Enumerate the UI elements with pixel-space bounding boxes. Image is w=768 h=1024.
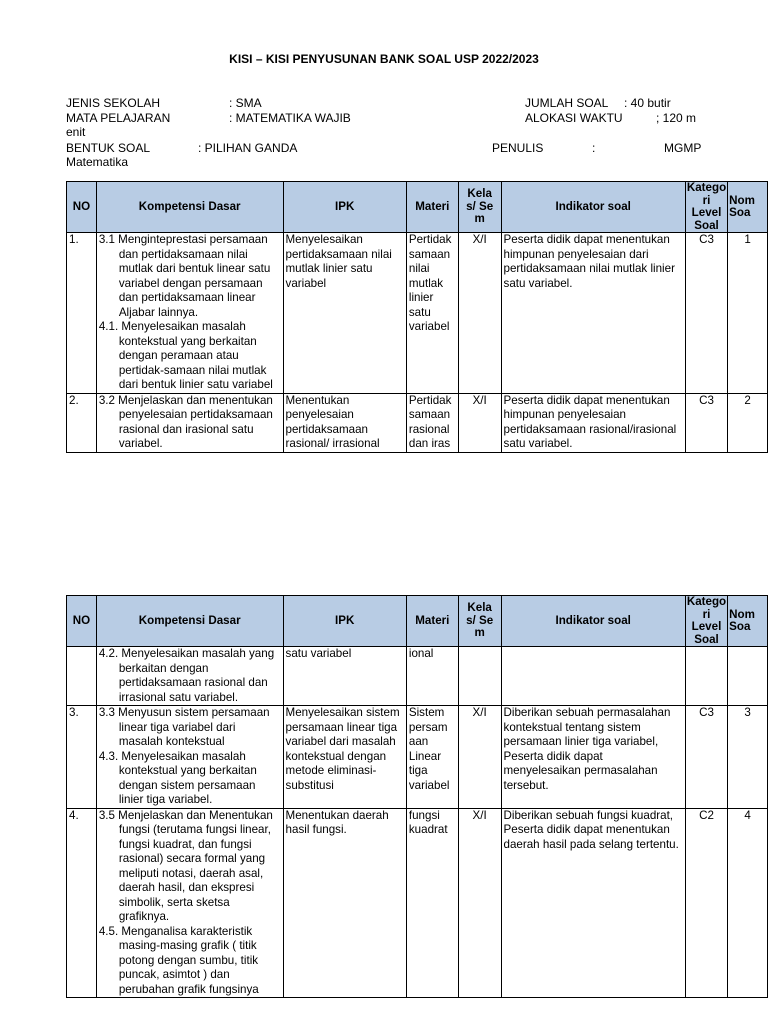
kompetensi-dasar-item: 4.3. Menyelesaikan masalah kontekstual yang berkaitan dengan sistem persamaan linier tiga variabel. bbox=[98, 749, 257, 806]
kompetensi-dasar-item: 4.1. Menyelesaikan masalah kontekstual yang berkaitan dengan peramaan atau pertidak-samaan nilai mutlak dari bentuk linier satu variabel bbox=[98, 320, 273, 391]
header-no: NO bbox=[67, 182, 97, 233]
kategori-cell: C3 bbox=[685, 706, 727, 809]
materi-cell: Pertidak samaan nilai mutlak linier satu variabel bbox=[406, 233, 458, 394]
kategori-cell bbox=[685, 647, 727, 706]
kelas-cell: X/I bbox=[458, 233, 501, 394]
ipk-cell: Menentukan penyelesaian pertidaksamaan rasional/ irrasional bbox=[283, 393, 406, 452]
kompetensi-dasar-item: 3.3 Menyusun sistem persamaan linear tiga variabel dari masalah kontekstual bbox=[98, 706, 270, 748]
kompetensi-dasar-item: 3.5 Menjelaskan dan Menentukan fungsi (terutama fungsi linear, fungsi kuadrat, dan fungsi rasional) secara formal yang meliputi notasi, daerah asal, daerah hasil, dan ekspresi simbolik, serta sketsa grafiknya. bbox=[98, 808, 273, 923]
indikator-cell: Diberikan sebuah fungsi kuadrat, Peserta didik dapat menentukan daerah hasil pada selang tertentu. bbox=[501, 808, 685, 998]
header-ipk: IPK bbox=[283, 182, 406, 233]
header-kompetensi-dasar: Kompetensi Dasar bbox=[96, 182, 283, 233]
ipk-cell: Menyelesaikan sistem persamaan linear tiga variabel dari masalah kontekstual dengan metode eliminasi-substitusi bbox=[283, 706, 406, 809]
materi-cell: ional bbox=[406, 647, 458, 706]
materi-cell: Sistem persam aan Linear tiga variabel bbox=[406, 706, 458, 809]
kompetensi-dasar-cell bbox=[96, 706, 283, 809]
jumlah-soal-label: JUMLAH SOAL bbox=[525, 96, 609, 110]
jenis-sekolah-label: JENIS SEKOLAH bbox=[66, 96, 161, 110]
header-kelas: Kela s/ Se m bbox=[458, 596, 501, 647]
materi-cell: fungsi kuadrat bbox=[406, 808, 458, 998]
header-kategori: Katego ri Level Soal bbox=[686, 181, 727, 232]
row-number: 1. bbox=[67, 233, 97, 394]
table-row bbox=[67, 706, 768, 809]
row-number bbox=[67, 647, 97, 706]
kompetensi-dasar-cell bbox=[96, 393, 283, 452]
header-no: NO bbox=[67, 596, 97, 647]
penulis-value: MGMP bbox=[664, 141, 702, 155]
header-indikator: Indikator soal bbox=[501, 182, 685, 233]
kompetensi-dasar-cell bbox=[96, 647, 283, 706]
header-materi: Materi bbox=[406, 596, 458, 647]
jenis-sekolah-value: : SMA bbox=[229, 96, 262, 110]
row-number: 2. bbox=[67, 393, 97, 452]
header-kompetensi-dasar: Kompetensi Dasar bbox=[96, 596, 283, 647]
row-number: 3. bbox=[67, 706, 97, 809]
kisi-table-2 bbox=[66, 595, 768, 998]
row-number: 4. bbox=[67, 808, 97, 998]
mata-pelajaran-wrap: enit bbox=[66, 125, 86, 139]
table-row bbox=[67, 647, 768, 706]
kelas-cell: X/I bbox=[458, 808, 501, 998]
bentuk-soal-wrap: Matematika bbox=[66, 155, 129, 169]
mata-pelajaran-value: : MATEMATIKA WAJIB bbox=[229, 111, 351, 125]
header-indikator: Indikator soal bbox=[501, 596, 685, 647]
ipk-cell: Menyelesaikan pertidaksamaan nilai mutlak linier satu variabel bbox=[283, 233, 406, 394]
alokasi-waktu-value: ; 120 m bbox=[656, 111, 697, 125]
header-nomor: Nom Soa bbox=[728, 596, 768, 647]
indikator-cell: Diberikan sebuah permasalahan kontekstual tentang sistem persamaan linier tiga variabel, Peserta didik dapat menyelesaikan permasalahan tersebut. bbox=[501, 706, 685, 809]
kelas-cell bbox=[458, 647, 501, 706]
kategori-cell: C3 bbox=[685, 233, 727, 394]
kompetensi-dasar-item: 3.1 Menginteprestasi persamaan dan pertidaksamaan nilai mutlak dari bentuk linear satu variabel dengan persamaan dan pertidaksamaan linear Aljabar lainnya. bbox=[98, 233, 271, 319]
header-kategori: Katego ri Level Soal bbox=[686, 595, 727, 646]
table-row bbox=[67, 233, 768, 394]
ipk-cell: Menentukan daerah hasil fungsi. bbox=[283, 808, 406, 998]
table-row bbox=[67, 393, 768, 452]
alokasi-waktu-label: ALOKASI WAKTU bbox=[525, 111, 623, 125]
bentuk-soal-label: BENTUK SOAL bbox=[66, 141, 151, 155]
mata-pelajaran-label: MATA PELAJARAN bbox=[66, 111, 171, 125]
header-nomor: Nom Soa bbox=[728, 182, 768, 233]
nomor-soal-cell: 4 bbox=[728, 808, 768, 998]
penulis-colon: : bbox=[592, 141, 596, 155]
kompetensi-dasar-item: 4.5. Menganalisa karakteristik masing-masing grafik ( titik potong dengan sumbu, titik puncak, asimtot ) dan perubahan grafik fungsinya bbox=[98, 924, 259, 996]
table-row bbox=[67, 808, 768, 998]
indikator-cell: Peserta didik dapat menentukan himpunan penyelesaian dari pertidaksamaan nilai mutlak linier satu variabel. bbox=[501, 233, 685, 394]
penulis-label: PENULIS bbox=[492, 141, 544, 155]
nomor-soal-cell: 3 bbox=[728, 706, 768, 809]
kelas-cell: X/I bbox=[458, 393, 501, 452]
kisi-table-1 bbox=[66, 181, 768, 453]
kompetensi-dasar-item: 3.2 Menjelaskan dan menentukan penyelesaian pertidaksamaan rasional dan irasional satu variabel. bbox=[98, 393, 273, 450]
kategori-cell: C3 bbox=[685, 393, 727, 452]
nomor-soal-cell: 1 bbox=[728, 233, 768, 394]
materi-cell: Pertidak samaan rasional dan iras bbox=[406, 393, 458, 452]
header-kelas: Kela s/ Se m bbox=[458, 182, 501, 233]
kompetensi-dasar-item: 4.2. Menyelesaikan masalah yang berkaitan dengan pertidaksamaan rasional dan irrasional satu variabel. bbox=[98, 647, 275, 704]
nomor-soal-cell bbox=[728, 647, 768, 706]
nomor-soal-cell: 2 bbox=[728, 393, 768, 452]
indikator-cell bbox=[501, 647, 685, 706]
kelas-cell: X/I bbox=[458, 706, 501, 809]
indikator-cell: Peserta didik dapat menentukan himpunan penyelesaian pertidaksamaan rasional/irasional satu variabel. bbox=[501, 393, 685, 452]
header-ipk: IPK bbox=[283, 596, 406, 647]
jumlah-soal-value: : 40 butir bbox=[624, 96, 671, 110]
document-title: KISI – KISI PENYUSUNAN BANK SOAL USP 2022/2023 bbox=[229, 52, 539, 66]
kategori-cell: C2 bbox=[685, 808, 727, 998]
kompetensi-dasar-cell bbox=[96, 808, 283, 998]
bentuk-soal-value: : PILIHAN GANDA bbox=[198, 141, 298, 155]
ipk-cell: satu variabel bbox=[283, 647, 406, 706]
kompetensi-dasar-cell bbox=[96, 233, 283, 394]
header-materi: Materi bbox=[406, 182, 458, 233]
